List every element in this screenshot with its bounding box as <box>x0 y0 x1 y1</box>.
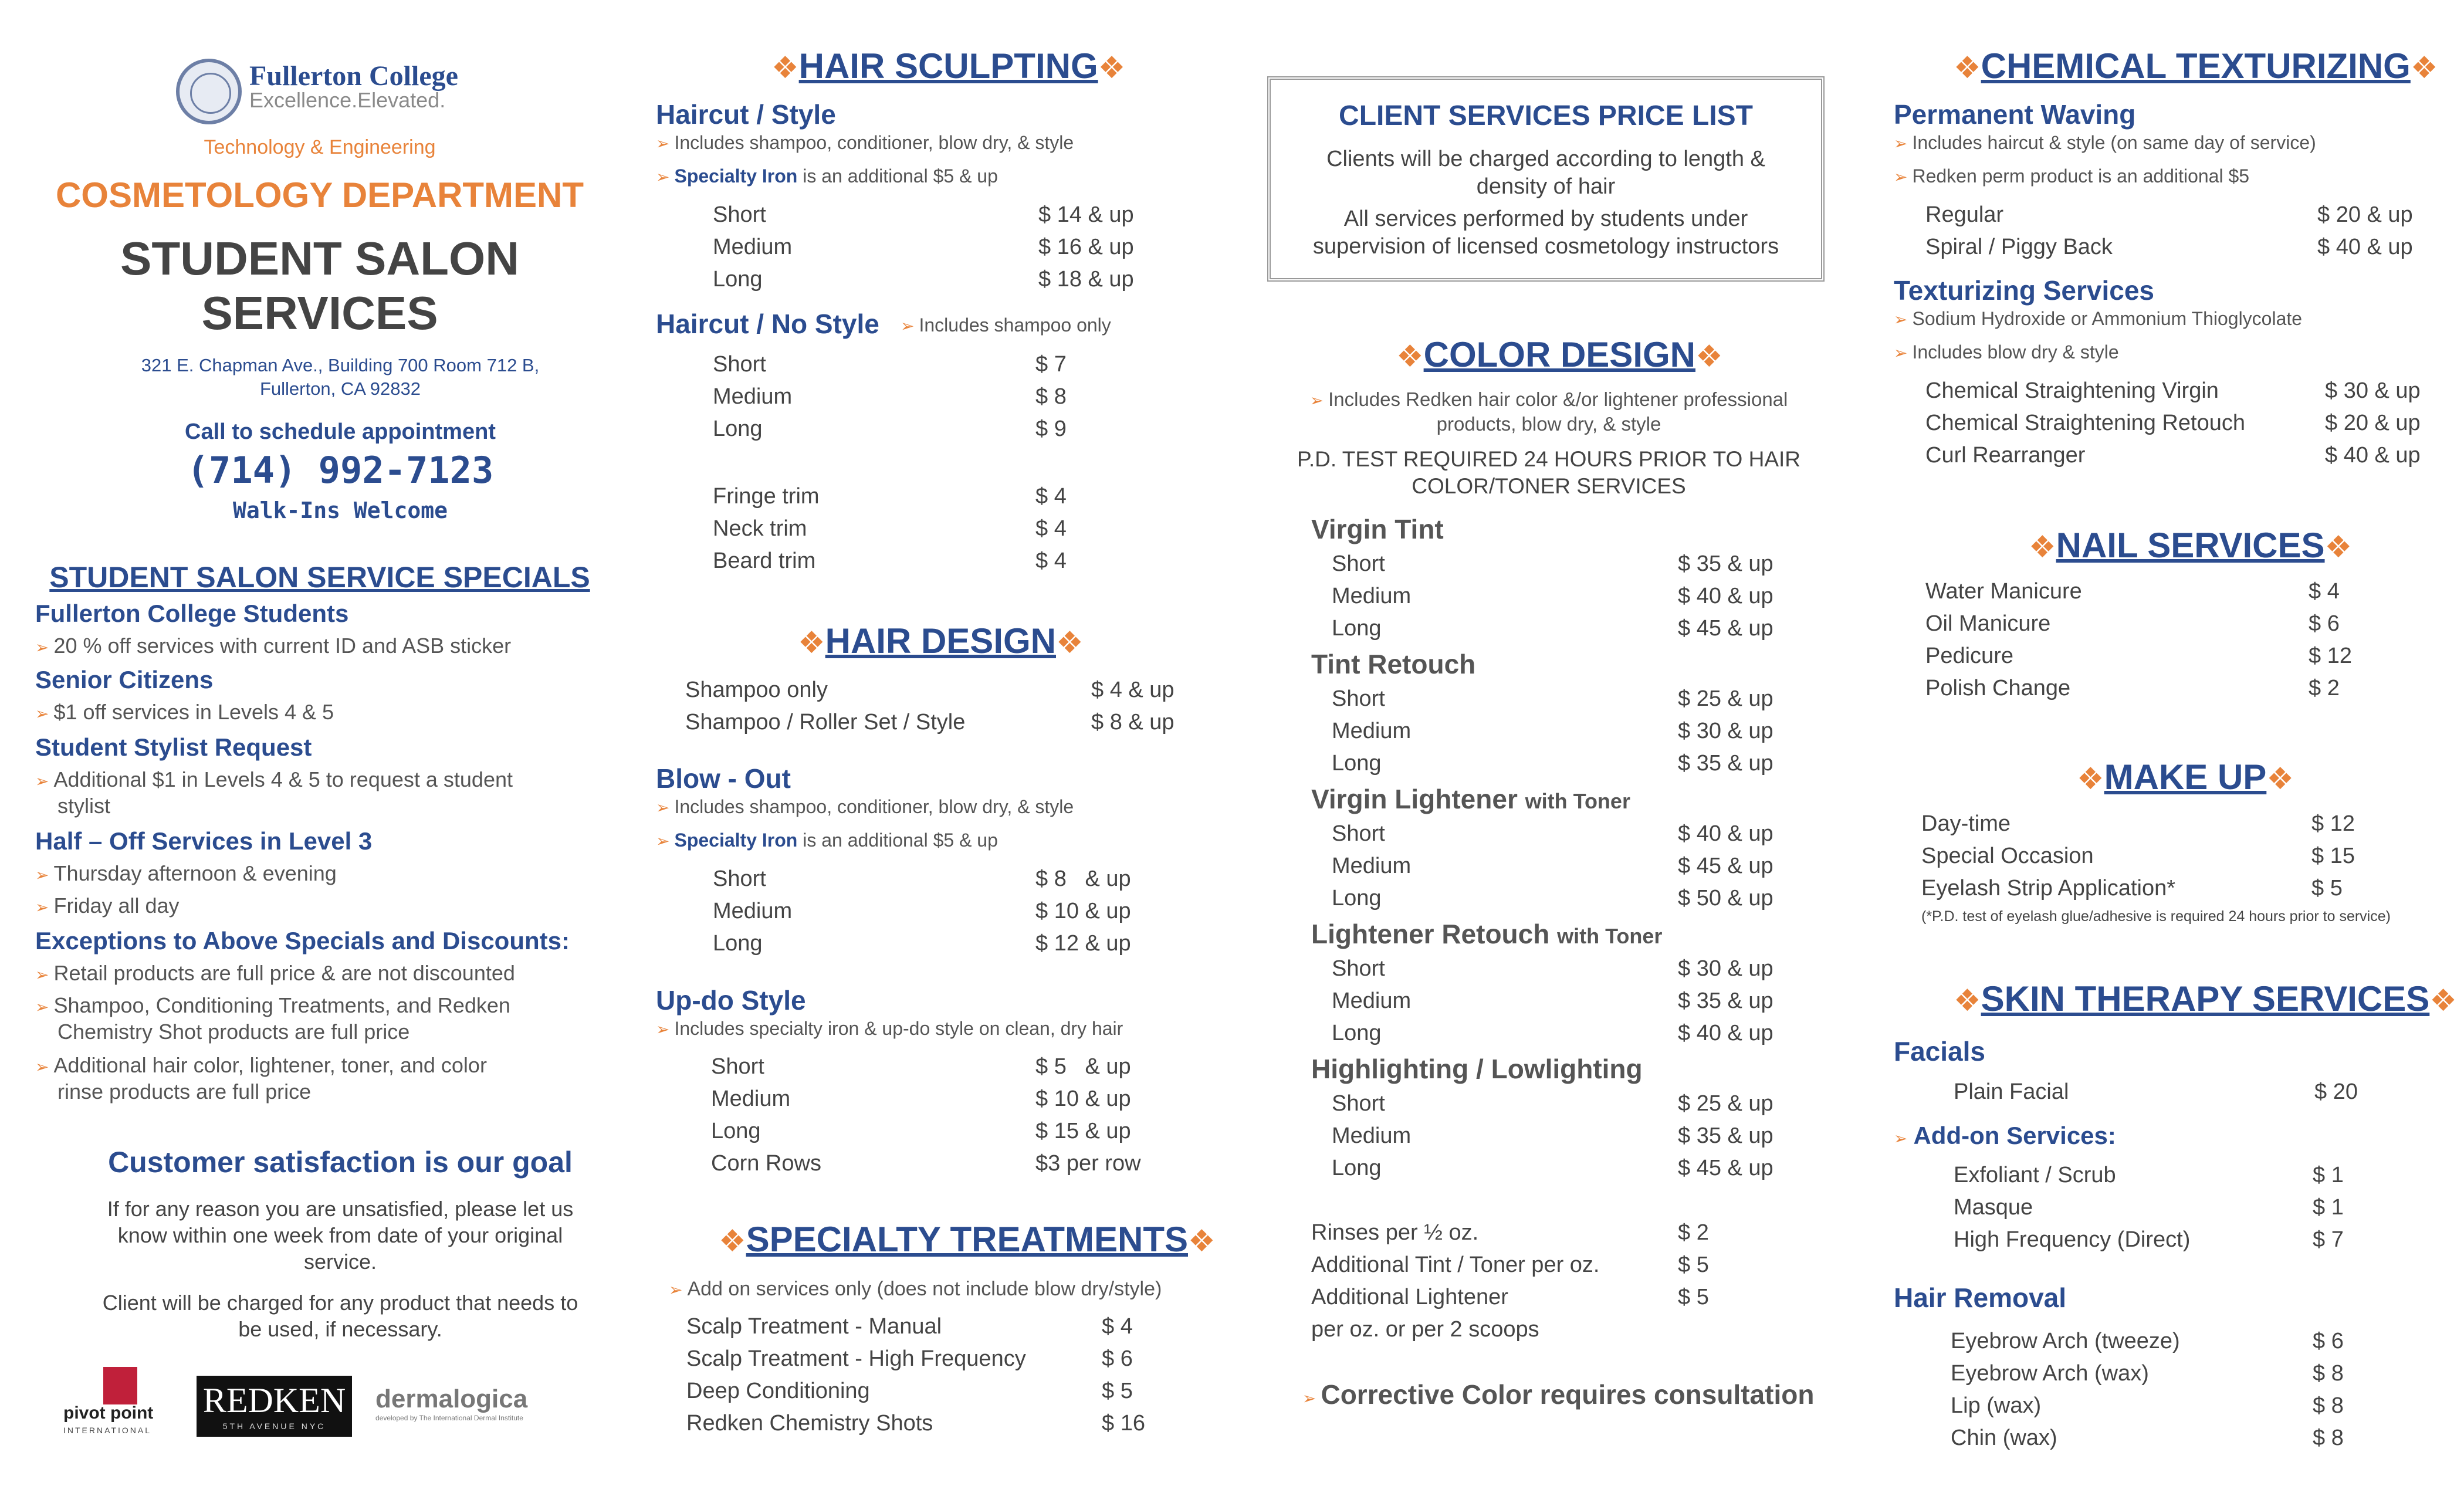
haircut-style-bullet-2: ➢ Specialty Iron is an additional $5 & up <box>656 165 998 187</box>
nail-row-label: Oil Manicure <box>1925 611 2051 636</box>
exceptions-bullet-3: ➢ Additional hair color, lightener, toner, and color <box>35 1053 487 1077</box>
arrow-icon: ➢ <box>35 998 49 1016</box>
column-color-services <box>1250 0 1866 1496</box>
rinse-row-price: $ 5 <box>1678 1253 1709 1277</box>
diamond-icon: ❖ <box>2077 762 2104 796</box>
specials-heading: STUDENT SALON SERVICE SPECIALS <box>49 561 590 594</box>
haircut-style-row-price: $ 18 & up <box>1038 267 1134 292</box>
nail-row-price: $ 2 <box>2309 676 2340 700</box>
blowout-bullet-1: ➢ Includes shampoo, conditioner, blow dry, & style <box>656 796 1074 817</box>
highlighting-row-label: Medium <box>1332 1123 1412 1148</box>
lightener-retouch-row-label: Long <box>1332 1021 1382 1045</box>
pd-test-line2: COLOR/TONER SERVICES <box>1412 474 1686 498</box>
haircut-style-bullet-1: ➢ Includes shampoo, conditioner, blow dry, & style <box>656 132 1074 153</box>
hair-removal-row-price: $ 8 <box>2313 1361 2344 1386</box>
college-seal-icon <box>176 59 242 124</box>
haircut-nostyle-row-price: $ 7 <box>1035 352 1067 377</box>
nail-row-price: $ 12 <box>2309 644 2352 668</box>
trim-row-price: $ 4 <box>1035 484 1067 509</box>
highlighting-heading: Highlighting / Lowlighting <box>1311 1054 1643 1084</box>
makeup-row-label: Special Occasion <box>1921 844 2094 868</box>
specialty-treatments-heading: ❖SPECIALTY TREATMENTS❖ <box>719 1220 1216 1259</box>
department-title: COSMETOLOGY DEPARTMENT <box>55 175 584 215</box>
nail-row-label: Polish Change <box>1925 676 2071 700</box>
arrow-icon: ➢ <box>901 317 915 335</box>
tint-retouch-row-price: $ 35 & up <box>1678 751 1773 776</box>
specialty-bullet-1: ➢ Add on services only (does not include blow dry/style) <box>669 1278 1162 1300</box>
makeup-note: (*P.D. test of eyelash glue/adhesive is required 24 hours prior to service) <box>1921 908 2391 925</box>
skin-therapy-heading: ❖SKIN THERAPY SERVICES❖ <box>1954 979 2457 1018</box>
perm-row-price: $ 40 & up <box>2317 235 2413 259</box>
diamond-icon: ❖ <box>1098 51 1126 85</box>
specialty-row-price: $ 5 <box>1102 1379 1133 1403</box>
virgin-lightener-row-price: $ 50 & up <box>1678 886 1773 911</box>
trim-row-price: $ 4 <box>1035 516 1067 541</box>
diamond-icon: ❖ <box>2266 762 2294 796</box>
blowout-bullet-2: ➢ Specialty Iron is an additional $5 & up <box>656 830 998 851</box>
perm-bullet-2: ➢ Redken perm product is an additional $5 <box>1894 165 2250 187</box>
hair-removal-heading: Hair Removal <box>1894 1282 2067 1313</box>
rinse-row-label: Rinses per ½ oz. <box>1311 1220 1479 1245</box>
haircut-style-heading: Haircut / Style <box>656 99 836 130</box>
addon-row-label: Masque <box>1954 1195 2033 1220</box>
arrow-icon: ➢ <box>656 832 670 850</box>
specialty-row-label: Scalp Treatment - High Frequency <box>686 1346 1026 1371</box>
updo-bullet-1: ➢ Includes specialty iron & up-do style on clean, dry hair <box>656 1018 1123 1039</box>
exceptions-bullet-2: ➢ Shampoo, Conditioning Treatments, and Redken <box>35 993 510 1017</box>
addon-row-label: High Frequency (Direct) <box>1954 1227 2191 1252</box>
addon-row-price: $ 1 <box>2313 1195 2344 1220</box>
pivot-point-logo: pivot point INTERNATIONAL <box>57 1367 168 1439</box>
rinse-row-label: Additional Lightener <box>1311 1285 1508 1309</box>
hair-removal-row-price: $ 8 <box>2313 1426 2344 1450</box>
virgin-tint-row-label: Long <box>1332 616 1382 641</box>
makeup-row-price: $ 12 <box>2311 811 2355 836</box>
arrow-icon: ➢ <box>656 168 670 186</box>
haircut-style-row-label: Short <box>713 202 766 227</box>
virgin-lightener-row-price: $ 40 & up <box>1678 821 1773 846</box>
virgin-tint-row-price: $ 40 & up <box>1678 584 1773 608</box>
hair-removal-row-price: $ 6 <box>2313 1329 2344 1353</box>
rinse-row-price: $ 2 <box>1678 1220 1709 1245</box>
address-line2: Fullerton, CA 92832 <box>259 378 421 399</box>
half-off-heading: Half – Off Services in Level 3 <box>35 827 373 855</box>
hair-sculpting-heading: ❖HAIR SCULPTING❖ <box>771 46 1126 86</box>
price-list-line1: Clients will be charged according to length & <box>1326 147 1765 171</box>
lightener-retouch-row-price: $ 30 & up <box>1678 956 1773 981</box>
diamond-icon: ❖ <box>798 626 825 660</box>
seniors-bullet: ➢ $1 off services in Levels 4 & 5 <box>35 700 334 724</box>
diamond-icon: ❖ <box>1056 626 1084 660</box>
virgin-tint-row-label: Short <box>1332 551 1385 576</box>
hair-design-heading: ❖HAIR DESIGN❖ <box>798 621 1084 661</box>
blowout-row-price: $ 12 & up <box>1035 931 1131 956</box>
division-label: Technology & Engineering <box>204 136 436 158</box>
satisfaction-heading: Customer satisfaction is our goal <box>108 1146 573 1179</box>
column-other-services <box>1866 0 2464 1496</box>
texturizing-row-price: $ 40 & up <box>2325 443 2421 468</box>
hair-design-row-label: Shampoo only <box>685 678 828 702</box>
specialty-row-label: Deep Conditioning <box>686 1379 870 1403</box>
highlighting-row-label: Short <box>1332 1091 1385 1116</box>
column-hair-services <box>639 0 1250 1496</box>
tint-retouch-row-price: $ 25 & up <box>1678 686 1773 711</box>
blowout-row-label: Medium <box>713 899 793 923</box>
haircut-style-row-price: $ 14 & up <box>1038 202 1134 227</box>
arrow-icon: ➢ <box>35 898 49 916</box>
arrow-icon: ➢ <box>1894 310 1908 329</box>
stylist-request-bullet-cont: stylist <box>57 794 110 818</box>
arrow-icon: ➢ <box>35 772 49 790</box>
perm-row-label: Spiral / Piggy Back <box>1925 235 2113 259</box>
arrow-icon: ➢ <box>1894 168 1908 186</box>
arrow-icon: ➢ <box>35 866 49 884</box>
virgin-tint-row-price: $ 35 & up <box>1678 551 1773 576</box>
blowout-heading: Blow - Out <box>656 763 791 794</box>
college-name: Fullerton College <box>249 60 458 92</box>
virgin-lightener-heading: Virgin Lightener with Toner <box>1311 784 1630 814</box>
price-list-line3: All services performed by students under <box>1343 207 1748 231</box>
haircut-style-row-price: $ 16 & up <box>1038 235 1134 259</box>
nail-row-label: Pedicure <box>1925 644 2013 668</box>
satisfaction-p2-l2: be used, if necessary. <box>238 1317 442 1341</box>
perm-heading: Permanent Waving <box>1894 99 2136 130</box>
lightener-retouch-row-price: $ 40 & up <box>1678 1021 1773 1045</box>
arrow-icon: ➢ <box>35 1058 49 1076</box>
virgin-lightener-row-price: $ 45 & up <box>1678 854 1773 878</box>
diamond-icon: ❖ <box>2410 51 2438 85</box>
half-off-bullet-2: ➢ Friday all day <box>35 893 180 918</box>
color-bullet-line2: products, blow dry, & style <box>1436 413 1661 435</box>
haircut-style-row-label: Medium <box>713 235 793 259</box>
facial-row-label: Plain Facial <box>1954 1079 2069 1104</box>
makeup-row-price: $ 15 <box>2311 844 2355 868</box>
blowout-row-price: $ 10 & up <box>1035 899 1131 923</box>
makeup-row-price: $ 5 <box>2311 876 2343 901</box>
specialty-row-label: Scalp Treatment - Manual <box>686 1314 942 1339</box>
arrow-icon: ➢ <box>656 798 670 817</box>
nail-row-price: $ 6 <box>2309 611 2340 636</box>
haircut-nostyle-heading: Haircut / No Style <box>656 309 879 339</box>
make-up-heading: ❖MAKE UP❖ <box>2077 757 2294 797</box>
texturizing-heading: Texturizing Services <box>1894 275 2154 306</box>
virgin-lightener-row-label: Short <box>1332 821 1385 846</box>
exceptions-bullet-3-cont: rinse products are full price <box>57 1079 312 1104</box>
call-label: Call to schedule appointment <box>185 419 496 444</box>
virgin-tint-row-price: $ 45 & up <box>1678 616 1773 641</box>
arrow-icon: ➢ <box>1894 344 1908 362</box>
nail-row-price: $ 4 <box>2309 579 2340 604</box>
tint-retouch-row-label: Medium <box>1332 719 1412 743</box>
chemical-texturizing-heading: ❖CHEMICAL TEXTURIZING❖ <box>1954 46 2438 86</box>
hair-design-row-price: $ 8 & up <box>1091 710 1175 735</box>
arrow-icon: ➢ <box>1894 134 1908 153</box>
facial-row-price: $ 20 <box>2314 1079 2358 1104</box>
arrow-icon: ➢ <box>656 1020 670 1038</box>
fc-students-bullet: ➢ 20 % off services with current ID and ASB sticker <box>35 634 512 658</box>
specialty-row-price: $ 4 <box>1102 1314 1133 1339</box>
perm-row-label: Regular <box>1925 202 2004 227</box>
virgin-tint-heading: Virgin Tint <box>1311 514 1444 544</box>
arrow-icon: ➢ <box>35 705 49 723</box>
blowout-row-label: Short <box>713 867 766 891</box>
updo-heading: Up-do Style <box>656 985 806 1016</box>
perm-bullet-1: ➢ Includes haircut & style (on same day of service) <box>1894 132 2316 153</box>
page-title-line2: SERVICES <box>201 287 438 339</box>
page-title-line1: STUDENT SALON <box>120 232 519 285</box>
arrow-icon: ➢ <box>669 1281 683 1299</box>
texturizing-row-price: $ 30 & up <box>2325 378 2421 403</box>
texturizing-bullet-1: ➢ Sodium Hydroxide or Ammonium Thioglycolate <box>1894 308 2303 329</box>
corrective-color-note: ➢ Corrective Color requires consultation <box>1302 1379 1815 1410</box>
arrow-icon: ➢ <box>35 638 49 656</box>
diamond-icon: ❖ <box>771 51 799 85</box>
highlighting-row-price: $ 25 & up <box>1678 1091 1773 1116</box>
haircut-nostyle-row-label: Long <box>713 417 763 441</box>
price-list-title: CLIENT SERVICES PRICE LIST <box>1339 100 1753 131</box>
satisfaction-p1-l3: service. <box>303 1250 377 1274</box>
texturizing-row-label: Chemical Straightening Retouch <box>1925 411 2245 435</box>
satisfaction-p2-l1: Client will be charged for any product that needs to <box>102 1291 578 1315</box>
makeup-row-label: Eyelash Strip Application* <box>1921 876 2176 901</box>
redken-logo: REDKEN 5TH AVENUE NYC <box>197 1376 352 1437</box>
updo-row-price: $ 10 & up <box>1035 1087 1131 1111</box>
haircut-nostyle-row-label: Medium <box>713 384 793 409</box>
texturizing-row-label: Curl Rearranger <box>1925 443 2086 468</box>
diamond-icon: ❖ <box>1954 51 1981 85</box>
nail-row-label: Water Manicure <box>1925 579 2082 604</box>
rinse-row-price: $ 5 <box>1678 1285 1709 1309</box>
haircut-nostyle-row-price: $ 8 <box>1035 384 1067 409</box>
specialty-row-price: $ 6 <box>1102 1346 1133 1371</box>
hair-design-row-label: Shampoo / Roller Set / Style <box>685 710 966 735</box>
half-off-bullet-1: ➢ Thursday afternoon & evening <box>35 861 337 885</box>
hair-design-row-price: $ 4 & up <box>1091 678 1175 702</box>
exceptions-bullet-2-cont: Chemistry Shot products are full price <box>57 1020 410 1044</box>
updo-row-label: Corn Rows <box>711 1151 821 1176</box>
nail-services-heading: ❖NAIL SERVICES❖ <box>2029 526 2353 565</box>
arrow-icon: ➢ <box>35 966 49 984</box>
haircut-nostyle-row-price: $ 9 <box>1035 417 1067 441</box>
virgin-lightener-row-label: Medium <box>1332 854 1412 878</box>
pivot-point-mark-icon <box>103 1367 137 1404</box>
color-design-heading: ❖COLOR DESIGN❖ <box>1396 335 1723 374</box>
phone-number[interactable]: (714) 992-7123 <box>187 449 494 492</box>
seniors-heading: Senior Citizens <box>35 666 214 693</box>
diamond-icon: ❖ <box>1695 340 1723 374</box>
hair-removal-row-label: Eyebrow Arch (wax) <box>1951 1361 2149 1386</box>
addon-heading: ➢ Add-on Services: <box>1894 1122 2116 1149</box>
arrow-icon: ➢ <box>1302 1389 1316 1407</box>
diamond-icon: ❖ <box>2429 984 2457 1018</box>
tint-retouch-row-price: $ 30 & up <box>1678 719 1773 743</box>
facials-heading: Facials <box>1894 1036 1985 1067</box>
diamond-icon: ❖ <box>1954 984 1981 1018</box>
diamond-icon: ❖ <box>2324 530 2353 564</box>
pd-test-line1: P.D. TEST REQUIRED 24 HOURS PRIOR TO HAIR <box>1297 447 1801 471</box>
updo-row-price: $ 5 & up <box>1035 1054 1131 1079</box>
rinse-row-extra: per oz. or per 2 scoops <box>1311 1317 1539 1342</box>
column-contact <box>0 0 639 1496</box>
address-line1: 321 E. Chapman Ave., Building 700 Room 712 B, <box>141 355 540 375</box>
haircut-style-row-label: Long <box>713 267 763 292</box>
updo-row-label: Long <box>711 1119 761 1143</box>
price-list-line2: density of hair <box>1476 174 1616 199</box>
texturizing-bullet-2: ➢ Includes blow dry & style <box>1894 341 2119 363</box>
texturizing-row-price: $ 20 & up <box>2325 411 2421 435</box>
diamond-icon: ❖ <box>1396 340 1424 374</box>
lightener-retouch-row-label: Short <box>1332 956 1385 981</box>
trim-row-price: $ 4 <box>1035 549 1067 573</box>
tint-retouch-row-label: Long <box>1332 751 1382 776</box>
virgin-lightener-row-label: Long <box>1332 886 1382 911</box>
arrow-icon: ➢ <box>1894 1129 1908 1148</box>
hair-removal-row-label: Chin (wax) <box>1951 1426 2057 1450</box>
satisfaction-p1-l1: If for any reason you are unsatisfied, please let us <box>107 1197 574 1221</box>
perm-row-price: $ 20 & up <box>2317 202 2413 227</box>
arrow-icon: ➢ <box>656 134 670 153</box>
updo-row-label: Medium <box>711 1087 791 1111</box>
haircut-nostyle-row-label: Short <box>713 352 766 377</box>
diamond-icon: ❖ <box>719 1224 746 1258</box>
lightener-retouch-row-label: Medium <box>1332 989 1412 1013</box>
addon-row-price: $ 7 <box>2313 1227 2344 1252</box>
college-tagline: Excellence.Elevated. <box>249 88 446 112</box>
trim-row-label: Beard trim <box>713 549 816 573</box>
trim-row-label: Fringe trim <box>713 484 820 509</box>
rinse-row-label: Additional Tint / Toner per oz. <box>1311 1253 1600 1277</box>
trim-row-label: Neck trim <box>713 516 807 541</box>
stylist-request-bullet: ➢ Additional $1 in Levels 4 & 5 to request a student <box>35 767 513 791</box>
hair-removal-row-label: Eyebrow Arch (tweeze) <box>1951 1329 2180 1353</box>
specialty-row-label: Redken Chemistry Shots <box>686 1411 933 1436</box>
highlighting-row-price: $ 45 & up <box>1678 1156 1773 1180</box>
lightener-retouch-heading: Lightener Retouch with Toner <box>1311 919 1663 949</box>
haircut-nostyle-note: ➢ Includes shampoo only <box>901 314 1111 336</box>
addon-row-label: Exfoliant / Scrub <box>1954 1163 2116 1187</box>
highlighting-row-price: $ 35 & up <box>1678 1123 1773 1148</box>
color-bullet-line1: ➢ Includes Redken hair color &/or lightener professional <box>1309 388 1788 410</box>
hair-removal-row-price: $ 8 <box>2313 1393 2344 1418</box>
walkins-label: Walk-Ins Welcome <box>232 497 448 523</box>
satisfaction-p1-l2: know within one week from date of your original <box>117 1223 563 1247</box>
dermalogica-logo: dermalogica developed by The International Dermal Institute <box>375 1385 528 1422</box>
arrow-icon: ➢ <box>1309 391 1324 409</box>
tint-retouch-heading: Tint Retouch <box>1311 649 1476 679</box>
tint-retouch-row-label: Short <box>1332 686 1385 711</box>
addon-row-price: $ 1 <box>2313 1163 2344 1187</box>
price-list-line4: supervision of licensed cosmetology instructors <box>1312 234 1779 259</box>
specialty-row-price: $ 16 <box>1102 1411 1145 1436</box>
diamond-icon: ❖ <box>2029 530 2056 564</box>
lightener-retouch-row-price: $ 35 & up <box>1678 989 1773 1013</box>
blowout-row-label: Long <box>713 931 763 956</box>
exceptions-heading: Exceptions to Above Specials and Discounts: <box>35 927 570 955</box>
exceptions-bullet-1: ➢ Retail products are full price & are not discounted <box>35 961 515 985</box>
makeup-row-label: Day-time <box>1921 811 2011 836</box>
fc-students-heading: Fullerton College Students <box>35 600 349 627</box>
blowout-row-price: $ 8 & up <box>1035 867 1131 891</box>
updo-row-price: $3 per row <box>1035 1151 1141 1176</box>
highlighting-row-label: Long <box>1332 1156 1382 1180</box>
hair-removal-row-label: Lip (wax) <box>1951 1393 2042 1418</box>
updo-row-price: $ 15 & up <box>1035 1119 1131 1143</box>
diamond-icon: ❖ <box>1188 1224 1216 1258</box>
stylist-request-heading: Student Stylist Request <box>35 733 312 761</box>
updo-row-label: Short <box>711 1054 764 1079</box>
texturizing-row-label: Chemical Straightening Virgin <box>1925 378 2219 403</box>
virgin-tint-row-label: Medium <box>1332 584 1412 608</box>
